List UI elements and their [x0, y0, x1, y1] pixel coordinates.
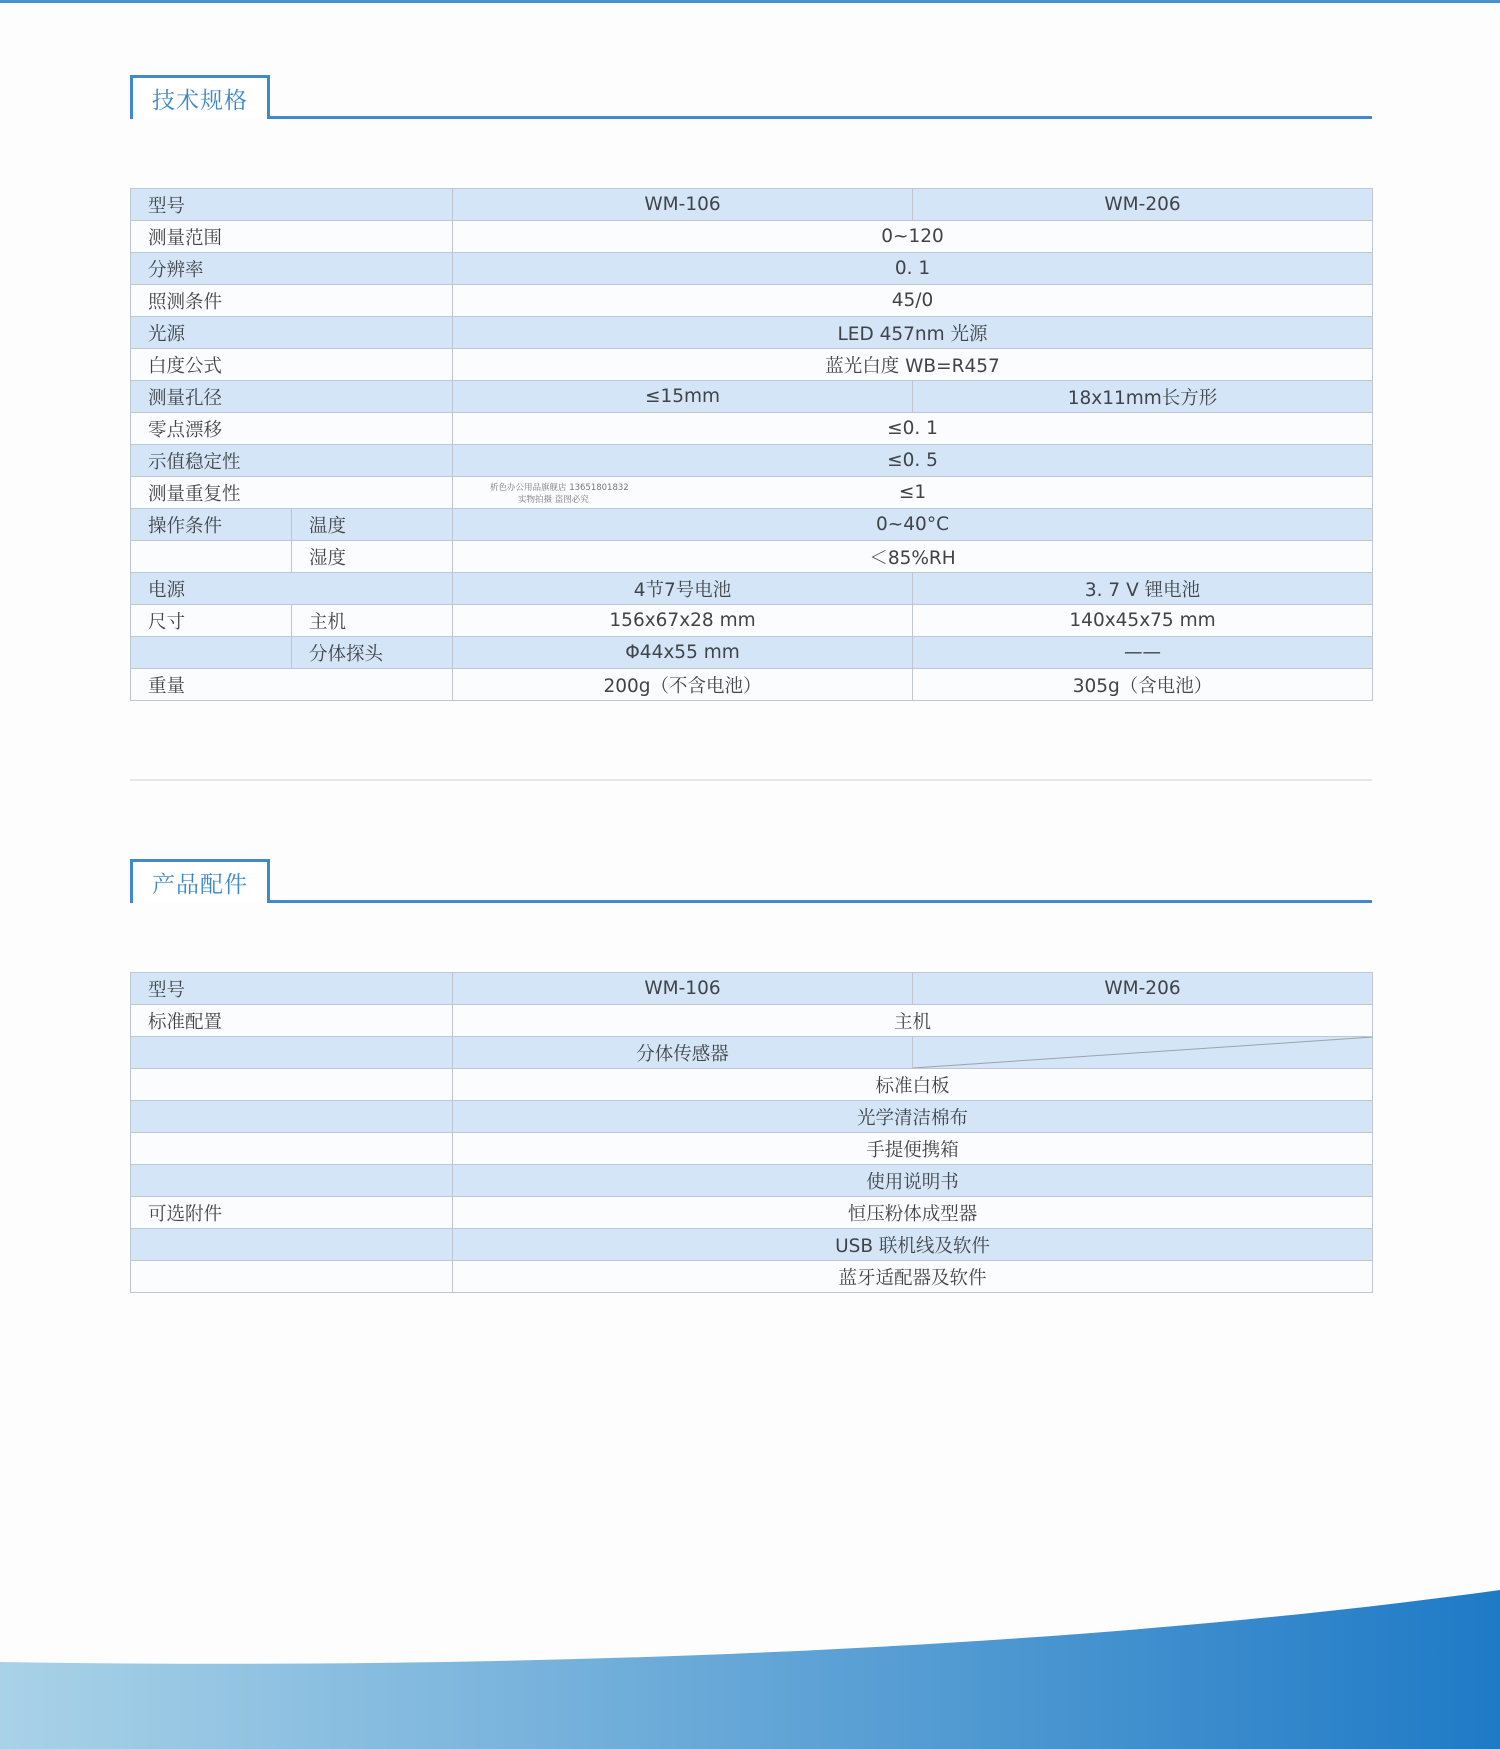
- table-row: [131, 1229, 1373, 1261]
- table-row: [131, 285, 1373, 317]
- row-value-col2: ——: [913, 637, 1373, 669]
- row-label: 白度公式: [131, 349, 453, 381]
- acc-section-rule: [270, 900, 1372, 903]
- acc-item: 使用说明书: [453, 1165, 1373, 1197]
- spec-table: [130, 188, 1373, 701]
- table-row: [131, 1133, 1373, 1165]
- spec-section-rule: [270, 116, 1372, 119]
- row-value-col1: ≤15mm: [453, 381, 913, 413]
- row-label: 零点漂移: [131, 413, 453, 445]
- table-row: [131, 1197, 1373, 1229]
- acc-item: 分体传感器: [453, 1037, 913, 1069]
- row-value: 45/0: [453, 285, 1373, 317]
- row-sublabel: 湿度: [292, 541, 453, 573]
- acc-item: 恒压粉体成型器: [453, 1197, 1373, 1229]
- top-accent-line: [0, 0, 1500, 3]
- table-row: [131, 1037, 1373, 1069]
- row-label-empty: [131, 1261, 453, 1293]
- row-label-empty: [131, 1069, 453, 1101]
- table-row: [131, 1005, 1373, 1037]
- row-label: 标准配置: [131, 1005, 453, 1037]
- row-value: 0~120: [453, 221, 1373, 253]
- row-label-empty: [131, 1101, 453, 1133]
- section-divider: [130, 779, 1372, 781]
- table-row: [131, 605, 1373, 637]
- row-sublabel: 分体探头: [292, 637, 453, 669]
- row-value: ≤0. 1: [453, 413, 1373, 445]
- row-value-col2: 3. 7 V 锂电池: [913, 573, 1373, 605]
- table-row: [131, 1069, 1373, 1101]
- row-label-empty: [131, 1133, 453, 1165]
- row-label: 测量孔径: [131, 381, 453, 413]
- row-label: 尺寸: [131, 605, 292, 637]
- row-value-col1: Φ44x55 mm: [453, 637, 913, 669]
- row-label-empty: [131, 1229, 453, 1261]
- row-label: 分辨率: [131, 253, 453, 285]
- accessories-table: [130, 972, 1373, 1293]
- acc-header-col1: WM-106: [453, 973, 913, 1005]
- row-value: ≤1: [453, 477, 1373, 509]
- row-label: 测量范围: [131, 221, 453, 253]
- table-row: [131, 253, 1373, 285]
- table-row: [131, 381, 1373, 413]
- row-value-col2: 140x45x75 mm: [913, 605, 1373, 637]
- table-row: [131, 1165, 1373, 1197]
- table-row: [131, 1261, 1373, 1293]
- row-label: 操作条件: [131, 509, 292, 541]
- row-label-empty: [131, 541, 292, 573]
- acc-item: 标准白板: [453, 1069, 1373, 1101]
- row-label: 照测条件: [131, 285, 453, 317]
- acc-header-label: 型号: [131, 973, 453, 1005]
- table-row: [131, 221, 1373, 253]
- row-label-empty: [131, 637, 292, 669]
- table-row: [131, 477, 1373, 509]
- acc-item: 手提便携箱: [453, 1133, 1373, 1165]
- spec-header-label: 型号: [131, 189, 453, 221]
- table-row: [131, 637, 1373, 669]
- table-row: [131, 1101, 1373, 1133]
- row-value: 0. 1: [453, 253, 1373, 285]
- table-row: [131, 413, 1373, 445]
- spec-section-title: 技术规格: [130, 75, 270, 119]
- acc-item: 蓝牙适配器及软件: [453, 1261, 1373, 1293]
- bottom-wave-decoration: [0, 1590, 1500, 1749]
- row-value: ＜85%RH: [453, 541, 1373, 573]
- row-value-col1: 156x67x28 mm: [453, 605, 913, 637]
- watermark-line2: 实物拍摄 盗图必究: [518, 495, 589, 505]
- acc-item: USB 联机线及软件: [453, 1229, 1373, 1261]
- row-value: ≤0. 5: [453, 445, 1373, 477]
- row-value: LED 457nm 光源: [453, 317, 1373, 349]
- table-row: [131, 509, 1373, 541]
- table-row: [131, 541, 1373, 573]
- row-label-empty: [131, 1165, 453, 1197]
- acc-item: 光学清洁棉布: [453, 1101, 1373, 1133]
- row-label: 光源: [131, 317, 453, 349]
- row-label: 重量: [131, 669, 453, 701]
- spec-header-row: [131, 189, 1373, 221]
- row-sublabel: 温度: [292, 509, 453, 541]
- acc-item: 主机: [453, 1005, 1373, 1037]
- row-value: 蓝光白度 WB=R457: [453, 349, 1373, 381]
- spec-header-col1: WM-106: [453, 189, 913, 221]
- spec-header-col2: WM-206: [913, 189, 1373, 221]
- row-value-col2: 305g（含电池）: [913, 669, 1373, 701]
- row-value-col1: 4节7号电池: [453, 573, 913, 605]
- row-label-empty: [131, 1037, 453, 1069]
- spec-section-header: [130, 75, 1372, 123]
- row-label: 示值稳定性: [131, 445, 453, 477]
- table-row: [131, 573, 1373, 605]
- acc-header-row: [131, 973, 1373, 1005]
- not-applicable-cell: [913, 1037, 1373, 1069]
- acc-section-header: [130, 859, 1372, 907]
- table-row: [131, 669, 1373, 701]
- row-label: 可选附件: [131, 1197, 453, 1229]
- row-label: 电源: [131, 573, 453, 605]
- table-row: [131, 349, 1373, 381]
- acc-header-col2: WM-206: [913, 973, 1373, 1005]
- row-sublabel: 主机: [292, 605, 453, 637]
- table-row: [131, 445, 1373, 477]
- watermark-line1: 析色办公用品旗舰店 13651801832: [490, 483, 629, 493]
- row-value-col1: 200g（不含电池）: [453, 669, 913, 701]
- diagonal-slash: [913, 1037, 1373, 1068]
- row-label: 测量重复性: [131, 477, 453, 509]
- acc-section-title: 产品配件: [130, 859, 270, 903]
- table-row: [131, 317, 1373, 349]
- row-value-col2: 18x11mm长方形: [913, 381, 1373, 413]
- row-value: 0~40°C: [453, 509, 1373, 541]
- watermark: [490, 482, 629, 506]
